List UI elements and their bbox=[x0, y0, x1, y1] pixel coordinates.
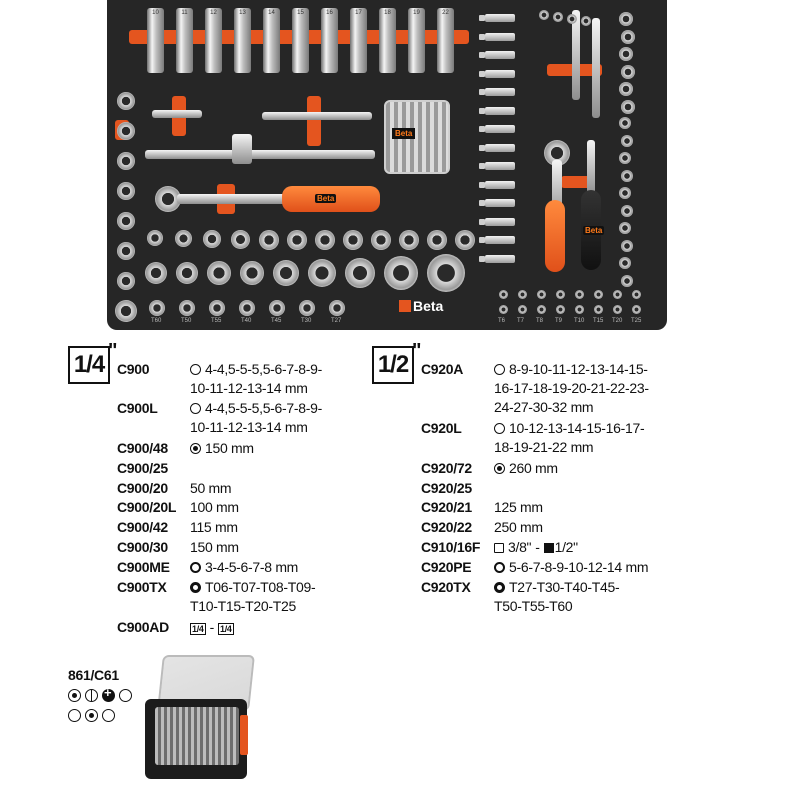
socket bbox=[567, 14, 577, 24]
torx-socket bbox=[149, 300, 165, 316]
socket bbox=[203, 230, 221, 248]
product-code: C900/48 bbox=[117, 440, 168, 456]
adapter-icon: 1/4 bbox=[192, 624, 204, 634]
socket bbox=[371, 230, 391, 250]
extension-bar bbox=[587, 140, 595, 195]
deep-socket-label: 15 bbox=[297, 10, 304, 16]
torx-bit bbox=[556, 305, 565, 314]
product-description-cont: 10-11-12-13-14 mm bbox=[190, 380, 308, 396]
socket bbox=[619, 82, 633, 96]
torx-bit bbox=[594, 290, 603, 299]
socket bbox=[581, 16, 591, 26]
deep-socket bbox=[263, 8, 280, 73]
phillips-icon bbox=[102, 689, 115, 702]
product-code: C900 bbox=[117, 361, 150, 377]
deep-socket-label: 13 bbox=[239, 10, 246, 16]
product-code: C900ME bbox=[117, 559, 170, 575]
square-drive-filled-icon bbox=[544, 543, 554, 553]
ratchet-handle bbox=[545, 200, 565, 272]
description-text: 150 mm bbox=[205, 440, 254, 456]
pozidriv-icon bbox=[119, 689, 132, 702]
product-code: C920L bbox=[421, 420, 462, 436]
product-code: C920PE bbox=[421, 559, 472, 575]
deep-socket bbox=[379, 8, 396, 73]
deep-socket bbox=[485, 144, 515, 152]
product-description bbox=[494, 539, 578, 555]
socket bbox=[619, 47, 633, 61]
deep-socket bbox=[408, 8, 425, 73]
product-code: C920/22 bbox=[421, 519, 472, 535]
torx-socket bbox=[329, 300, 345, 316]
torx-bit bbox=[499, 305, 508, 314]
separator: - bbox=[535, 539, 540, 555]
torx-icon bbox=[190, 582, 201, 593]
bit-kit-bits bbox=[155, 707, 239, 765]
brand-label: Beta bbox=[585, 226, 603, 235]
deep-socket-label: 19 bbox=[413, 10, 420, 16]
socket bbox=[621, 30, 635, 44]
torx-bit bbox=[537, 305, 546, 314]
product-description-cont: 16-17-18-19-20-21-22-23- bbox=[494, 380, 649, 396]
hex-socket-icon bbox=[494, 423, 505, 434]
bit-box-label: Beta bbox=[392, 128, 415, 139]
deep-socket-label: 10 bbox=[152, 10, 159, 16]
socket bbox=[231, 230, 250, 249]
deep-socket-label: 18 bbox=[384, 10, 391, 16]
product-description bbox=[494, 519, 543, 535]
deep-socket-label: 16 bbox=[326, 10, 333, 16]
torx-icon bbox=[85, 709, 98, 722]
sliding-t-handle bbox=[232, 134, 252, 164]
torx-bit bbox=[499, 290, 508, 299]
torx-socket bbox=[269, 300, 285, 316]
bit-box bbox=[384, 100, 450, 174]
product-description bbox=[190, 579, 315, 595]
inch-mark: " bbox=[412, 340, 422, 362]
torx-label: T27 bbox=[331, 318, 342, 324]
description-text: 125 mm bbox=[494, 499, 543, 515]
product-description bbox=[494, 499, 543, 515]
socket bbox=[539, 10, 549, 20]
deep-socket bbox=[485, 107, 515, 115]
torx-bit bbox=[632, 290, 641, 299]
socket bbox=[117, 182, 135, 200]
torx-bit bbox=[518, 290, 527, 299]
torx-bit bbox=[575, 305, 584, 314]
torx-bit bbox=[594, 305, 603, 314]
beta-logo: Beta bbox=[399, 298, 443, 314]
description-text: 250 mm bbox=[494, 519, 543, 535]
torx-label: T20 bbox=[612, 318, 623, 324]
deep-socket bbox=[292, 8, 309, 73]
ratchet-shaft bbox=[177, 194, 287, 204]
product-code: C920/72 bbox=[421, 460, 472, 476]
deep-socket bbox=[437, 8, 454, 73]
deep-socket-label: 11 bbox=[181, 10, 188, 16]
separator: - bbox=[209, 619, 214, 635]
product-code: C900/30 bbox=[117, 539, 168, 555]
product-code: C920/25 bbox=[421, 480, 472, 496]
product-description-cont: 18-19-21-22 mm bbox=[494, 439, 594, 455]
ratchet-icon bbox=[494, 463, 505, 474]
socket bbox=[315, 230, 335, 250]
socket bbox=[621, 135, 633, 147]
deep-socket bbox=[485, 255, 515, 263]
socket bbox=[117, 212, 135, 230]
deep-socket bbox=[205, 8, 222, 73]
product-description bbox=[190, 559, 298, 575]
hex-socket-icon bbox=[494, 562, 505, 573]
deep-socket bbox=[147, 8, 164, 73]
ratchet-icon bbox=[190, 443, 201, 454]
hex-socket-icon bbox=[190, 364, 201, 375]
product-description bbox=[494, 559, 648, 575]
description-text: 115 mm bbox=[190, 519, 238, 535]
product-description bbox=[190, 440, 254, 456]
product-description bbox=[190, 539, 239, 555]
socket bbox=[273, 260, 299, 286]
deep-socket bbox=[485, 51, 515, 59]
torx-bit bbox=[613, 305, 622, 314]
deep-socket bbox=[485, 88, 515, 96]
socket bbox=[619, 222, 631, 234]
torx-socket bbox=[299, 300, 315, 316]
drive-size-badge: 1/2 bbox=[372, 346, 414, 384]
torx-label: T8 bbox=[536, 318, 544, 324]
socket bbox=[176, 262, 198, 284]
torx-label: T60 bbox=[151, 318, 162, 324]
hex-socket-icon bbox=[190, 403, 201, 414]
torx-bit bbox=[518, 305, 527, 314]
deep-socket-label: 14 bbox=[268, 10, 275, 16]
socket bbox=[399, 230, 419, 250]
torx-label: T55 bbox=[211, 318, 222, 324]
deep-socket bbox=[485, 236, 515, 244]
socket bbox=[427, 230, 447, 250]
product-description bbox=[190, 519, 238, 535]
product-description bbox=[190, 400, 322, 416]
socket bbox=[117, 122, 135, 140]
socket bbox=[621, 65, 635, 79]
bit-kit-case bbox=[145, 655, 253, 780]
tool-tray-photo bbox=[107, 0, 667, 330]
deep-socket bbox=[485, 70, 515, 78]
drive-size: 3/8" bbox=[508, 539, 532, 555]
deep-socket bbox=[234, 8, 251, 73]
slotted-icon bbox=[85, 689, 98, 702]
product-code: C920/21 bbox=[421, 499, 472, 515]
drive-size-badge: 1/4 bbox=[68, 346, 110, 384]
socket bbox=[384, 256, 418, 290]
torx-label: T10 bbox=[574, 318, 585, 324]
drive-size: 1/2" bbox=[554, 539, 578, 555]
torx-socket bbox=[179, 300, 195, 316]
hex-socket-icon bbox=[494, 364, 505, 375]
description-text: 5-6-7-8-9-10-12-14 mm bbox=[509, 559, 649, 575]
brand-label: Beta bbox=[317, 194, 335, 203]
socket bbox=[621, 275, 633, 287]
torx-icon bbox=[494, 582, 505, 593]
torx-socket bbox=[239, 300, 255, 316]
square-icon bbox=[102, 709, 115, 722]
deep-socket bbox=[485, 181, 515, 189]
deep-socket bbox=[485, 199, 515, 207]
product-description bbox=[494, 420, 644, 436]
description-text: 260 mm bbox=[509, 460, 558, 476]
torx-label: T15 bbox=[593, 318, 604, 324]
socket bbox=[175, 230, 192, 247]
description-text: 100 mm bbox=[190, 499, 239, 515]
socket bbox=[619, 257, 631, 269]
deep-socket bbox=[350, 8, 367, 73]
description-text: 4-4,5-5-5,5-6-7-8-9- bbox=[205, 400, 322, 416]
product-code: C900/25 bbox=[117, 460, 168, 476]
extension-bar bbox=[145, 150, 375, 159]
product-code: C900/20 bbox=[117, 480, 168, 496]
deep-socket-label: 17 bbox=[355, 10, 362, 16]
universal-joint bbox=[152, 110, 202, 118]
deep-socket-label: 22 bbox=[442, 10, 449, 16]
product-code: C920A bbox=[421, 361, 464, 377]
product-description-cont: T50-T55-T60 bbox=[494, 598, 573, 614]
product-description bbox=[494, 460, 558, 476]
torx-label: T25 bbox=[631, 318, 642, 324]
socket bbox=[345, 258, 375, 288]
description-text: T27-T30-T40-T45- bbox=[509, 579, 620, 595]
torx-label: T50 bbox=[181, 318, 192, 324]
description-text: 3-4-5-6-7-8 mm bbox=[205, 559, 299, 575]
torx-bit bbox=[613, 290, 622, 299]
description-text: 50 mm bbox=[190, 480, 232, 496]
socket bbox=[621, 170, 633, 182]
product-code: C900AD bbox=[117, 619, 169, 635]
socket bbox=[619, 12, 633, 26]
deep-socket bbox=[485, 14, 515, 22]
torx-bit bbox=[537, 290, 546, 299]
square-drive-icon bbox=[494, 543, 504, 553]
bit-kit-symbols-row2 bbox=[68, 706, 119, 722]
socket bbox=[117, 92, 135, 110]
socket bbox=[287, 230, 307, 250]
socket bbox=[145, 262, 167, 284]
product-description-cont: 10-11-12-13-14 mm bbox=[190, 419, 308, 435]
torx-icon bbox=[68, 689, 81, 702]
deep-socket bbox=[321, 8, 338, 73]
torx-bit bbox=[575, 290, 584, 299]
description-text: 150 mm bbox=[190, 539, 239, 555]
product-description bbox=[190, 619, 234, 635]
deep-socket bbox=[485, 218, 515, 226]
socket bbox=[117, 152, 135, 170]
socket bbox=[427, 254, 465, 292]
description-text: 4-4,5-5-5,5-6-7-8-9- bbox=[205, 361, 322, 377]
adapter-icon: 1/4 bbox=[220, 624, 232, 634]
product-description-cont: T10-T15-T20-T25 bbox=[190, 598, 296, 614]
product-code: C900TX bbox=[117, 579, 167, 595]
deep-socket bbox=[485, 162, 515, 170]
deep-socket bbox=[485, 125, 515, 133]
socket bbox=[455, 230, 475, 250]
torx-label: T6 bbox=[498, 318, 506, 324]
torx-label: T30 bbox=[301, 318, 312, 324]
extension-bar bbox=[262, 112, 372, 120]
product-code: C900L bbox=[117, 400, 158, 416]
socket bbox=[117, 242, 135, 260]
torx-label: T7 bbox=[517, 318, 525, 324]
inch-mark: " bbox=[108, 340, 118, 362]
deep-socket-label: 12 bbox=[210, 10, 217, 16]
torx-label: T45 bbox=[271, 318, 282, 324]
hex-icon bbox=[68, 709, 81, 722]
torx-label: T9 bbox=[555, 318, 563, 324]
bit-kit-symbols-row1 bbox=[68, 686, 136, 702]
product-description bbox=[190, 480, 231, 496]
socket bbox=[147, 230, 163, 246]
deep-socket bbox=[485, 33, 515, 41]
socket bbox=[553, 12, 563, 22]
socket bbox=[621, 100, 635, 114]
product-description bbox=[190, 361, 322, 377]
extension-bar bbox=[592, 18, 600, 118]
bit-kit-code: 861/C61 bbox=[68, 667, 119, 683]
description-text: 8-9-10-11-12-13-14-15- bbox=[509, 361, 648, 377]
torx-socket bbox=[209, 300, 225, 316]
socket bbox=[207, 261, 231, 285]
description-text: 10-12-13-14-15-16-17- bbox=[509, 420, 645, 436]
torx-bit bbox=[556, 290, 565, 299]
holder-clip bbox=[307, 96, 321, 146]
bit-kit-latch bbox=[240, 715, 248, 755]
product-code: C920TX bbox=[421, 579, 471, 595]
description-text: T06-T07-T08-T09- bbox=[205, 579, 316, 595]
socket bbox=[115, 300, 137, 322]
product-description bbox=[190, 499, 239, 515]
product-description bbox=[494, 579, 619, 595]
deep-socket bbox=[176, 8, 193, 73]
socket bbox=[308, 259, 336, 287]
socket bbox=[619, 187, 631, 199]
socket bbox=[259, 230, 279, 250]
socket bbox=[619, 117, 631, 129]
product-description-cont: 24-27-30-32 mm bbox=[494, 399, 594, 415]
socket bbox=[240, 261, 264, 285]
product-code: C900/20L bbox=[117, 499, 177, 515]
product-code: C910/16F bbox=[421, 539, 481, 555]
product-code: C900/42 bbox=[117, 519, 168, 535]
socket bbox=[619, 152, 631, 164]
torx-label: T40 bbox=[241, 318, 252, 324]
torx-bit bbox=[632, 305, 641, 314]
socket bbox=[621, 240, 633, 252]
socket bbox=[621, 205, 633, 217]
hex-socket-icon bbox=[190, 562, 201, 573]
socket bbox=[343, 230, 363, 250]
product-description bbox=[494, 361, 648, 377]
socket bbox=[117, 272, 135, 290]
